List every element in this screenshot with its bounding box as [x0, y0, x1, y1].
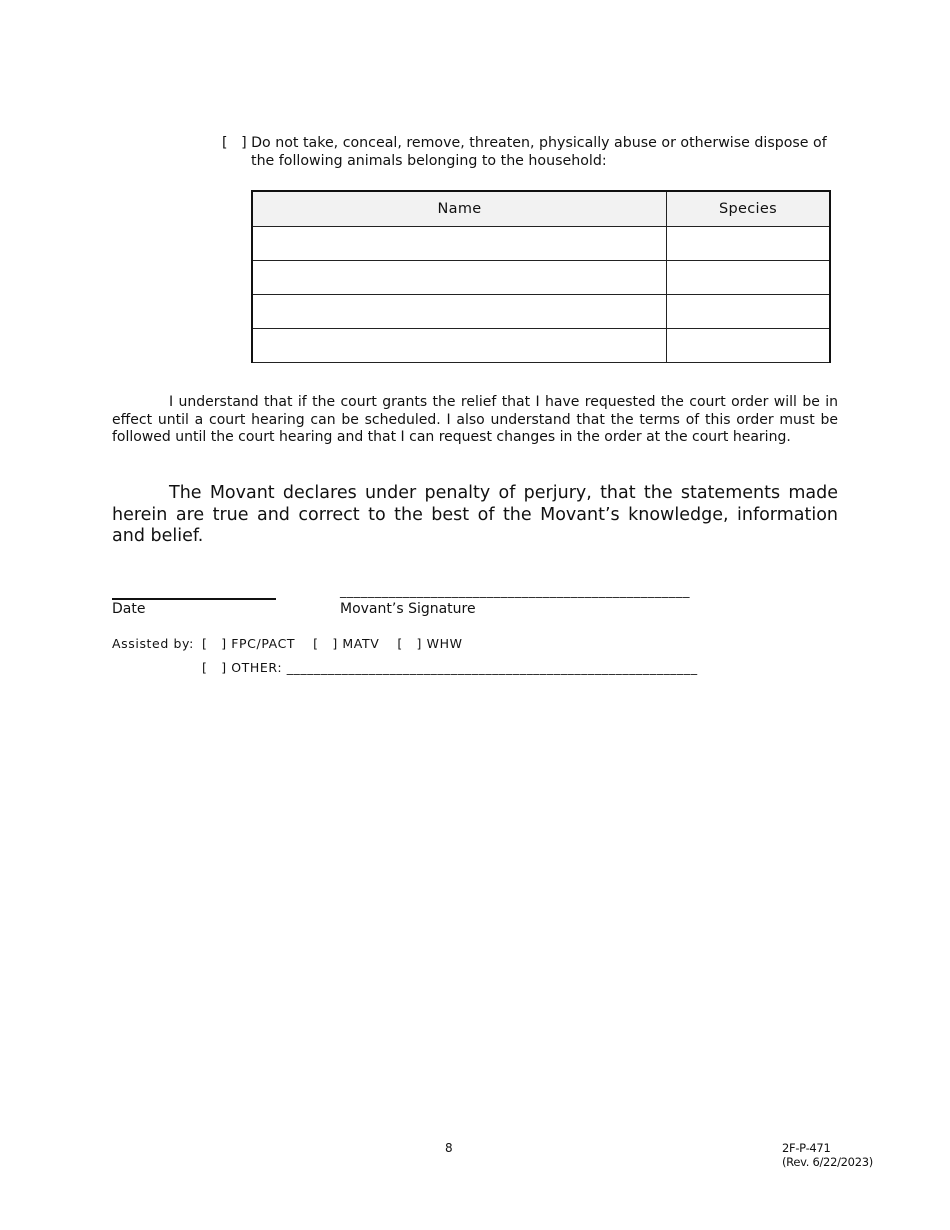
- animal-species-cell[interactable]: [667, 329, 831, 363]
- animal-species-cell[interactable]: [667, 295, 831, 329]
- table-header-row: [252, 191, 830, 227]
- form-revision: (Rev. 6/22/2023): [782, 1155, 873, 1169]
- animal-name-cell[interactable]: [252, 227, 667, 261]
- assisted-by-label: Assisted by:: [112, 636, 194, 651]
- page-number: 8: [445, 1141, 453, 1155]
- animal-species-cell[interactable]: [667, 261, 831, 295]
- animals-table: [251, 190, 831, 363]
- assist-option-other[interactable]: [ ] OTHER: ____________________________________________________________: [202, 660, 698, 675]
- assist-option-fpc-pact[interactable]: [ ] FPC/PACT: [202, 636, 296, 651]
- table-row: [252, 227, 830, 261]
- declaration-paragraph: The Movant declares under penalty of perjury, that the statements made herein are true and correct to the best of the Movant’s knowledge, information and belief.: [112, 483, 838, 546]
- animal-species-cell[interactable]: [667, 227, 831, 261]
- movant-signature-label: Movant’s Signature: [340, 601, 476, 617]
- animal-name-cell[interactable]: [252, 329, 667, 363]
- assisted-by-row: [112, 636, 481, 651]
- animals-order-item: [222, 134, 842, 170]
- movant-signature-line[interactable]: __________________________________________________: [340, 584, 690, 599]
- animals-item-text-2: the following animals belonging to the household:: [251, 153, 607, 169]
- assist-option-whw[interactable]: [ ] WHW: [397, 636, 463, 651]
- assist-option-matv[interactable]: [ ] MATV: [313, 636, 380, 651]
- form-number: 2F-P-471: [782, 1141, 831, 1155]
- animal-name-cell[interactable]: [252, 295, 667, 329]
- date-signature-line[interactable]: [112, 598, 276, 600]
- form-identifier: [782, 1141, 873, 1169]
- animals-checkbox[interactable]: [ ]: [222, 135, 247, 151]
- header-name: Name: [252, 191, 667, 227]
- animals-item-line1: [222, 134, 842, 152]
- table-row: [252, 329, 830, 363]
- date-label: Date: [112, 601, 146, 617]
- table-row: [252, 261, 830, 295]
- animals-item-text-1: Do not take, conceal, remove, threaten, physically abuse or otherwise dispose of: [251, 135, 827, 151]
- table-row: [252, 295, 830, 329]
- understanding-paragraph: I understand that if the court grants the relief that I have requested the court order will be in effect until a court hearing can be scheduled. I also understand that the terms of this order must be followed until the court hearing and that I can request changes in the order at the court hearing.: [112, 394, 838, 445]
- header-species: Species: [667, 191, 831, 227]
- animal-name-cell[interactable]: [252, 261, 667, 295]
